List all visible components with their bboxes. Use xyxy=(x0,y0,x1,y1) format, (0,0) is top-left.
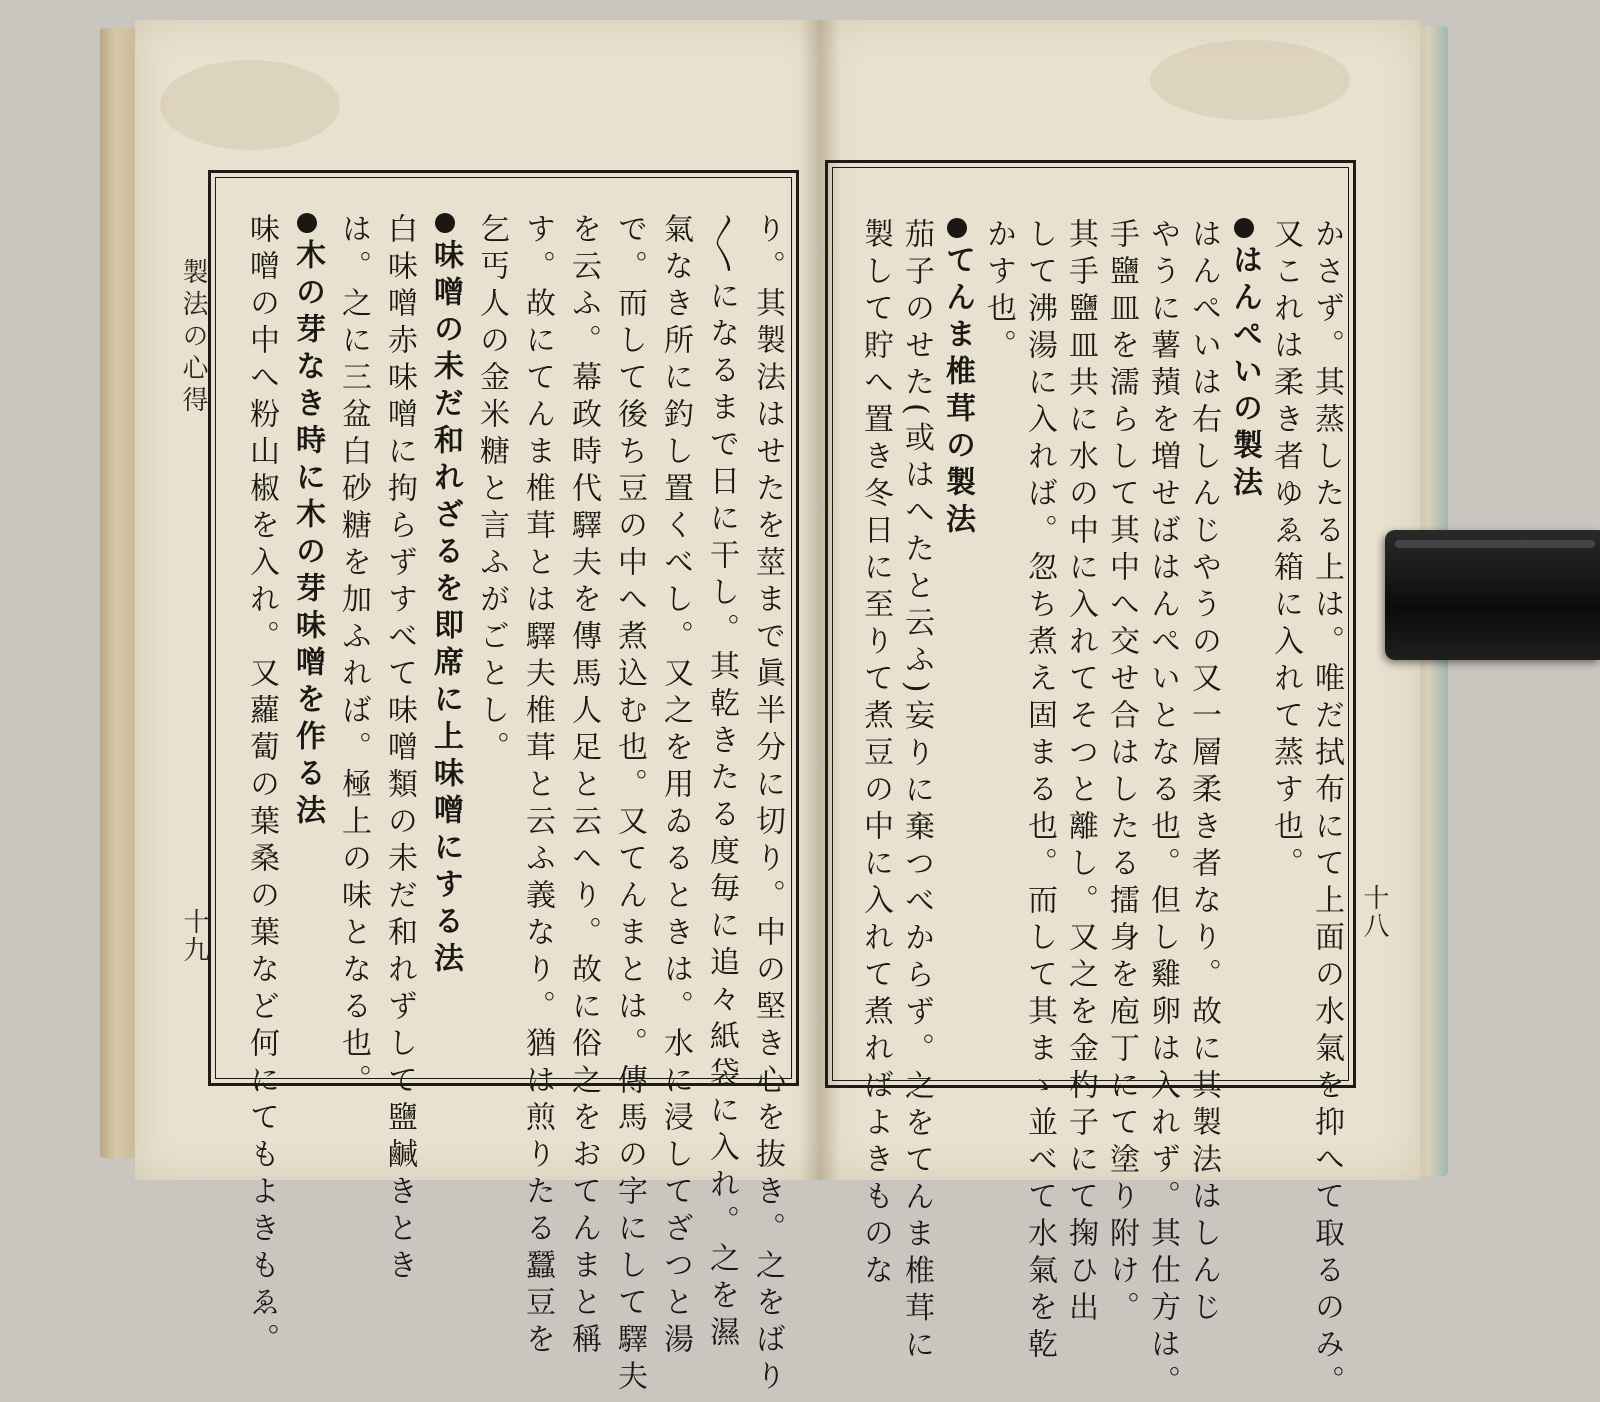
section-heading xyxy=(290,213,325,831)
text-column xyxy=(858,218,893,1291)
page-number-right: 十八 xyxy=(1359,884,1389,940)
column-text: り。其製法はせたを莖まで眞半分に切り。中の堅き心を抜き。之をばり xyxy=(750,213,785,1397)
text-column xyxy=(1104,218,1139,1328)
text-column xyxy=(899,218,934,1366)
section-heading xyxy=(940,218,975,540)
book-edge-left xyxy=(100,28,140,1158)
text-column xyxy=(382,213,417,1286)
text-column xyxy=(704,213,739,1353)
column-text: を云ふ。幕政時代驛夫を傳馬人足と云へり。故に俗之をおてんまと稱 xyxy=(566,213,601,1360)
text-column xyxy=(566,213,601,1360)
text-column xyxy=(1268,218,1303,884)
text-column xyxy=(750,213,785,1397)
column-text: 乞丐人の金米糖と言ふがごとし。 xyxy=(474,213,509,768)
page-clip xyxy=(1385,530,1600,660)
column-text: やうに薯蕷を増せばはんぺいとなる也。但し雞卵は入れず。其仕方は。 xyxy=(1145,218,1180,1402)
column-text: 茄子のせた(或はへたと云ふ)妄りに棄つべからず。之をてんま椎茸に xyxy=(899,218,934,1366)
paper-stain xyxy=(1150,40,1350,120)
column-text: で。而して後ち豆の中へ煮込む也。又てんまとは。傳馬の字にして驛夫 xyxy=(612,213,647,1397)
section-heading xyxy=(1227,218,1262,503)
column-text: 其手鹽皿共に水の中に入れてそつと離し。又之を金杓子にて掬ひ出 xyxy=(1063,218,1098,1328)
text-column xyxy=(658,213,693,1360)
text-column xyxy=(336,213,371,1101)
column-text: 〳〵になるまで日に干し。其乾きたる度毎に追々紙袋に入れ。之を濕 xyxy=(704,213,739,1353)
bullet-icon xyxy=(435,213,455,233)
column-text: 手鹽皿を濡らして其中へ交せ合はしたる擂身を庖丁にて塗り附け。 xyxy=(1104,218,1139,1328)
text-frame-left xyxy=(208,170,799,1397)
bullet-icon xyxy=(947,218,967,238)
column-text: 製して貯へ置き冬日に至りて煮豆の中に入れて煮ればよきものな xyxy=(858,218,893,1291)
text-column xyxy=(1186,218,1221,1328)
column-text: して沸湯に入れば。忽ち煮え固まる也。而して其まゝ並べて水氣を乾 xyxy=(1022,218,1057,1365)
page-number-left: 十九 xyxy=(179,908,209,964)
text-column xyxy=(1145,218,1180,1402)
running-head: 製法の心得 xyxy=(178,258,208,418)
column-text: す。故にてんま椎茸とは驛夫椎茸と云ふ義なり。猶は煎りたる蠶豆を xyxy=(520,213,555,1360)
text-column xyxy=(244,213,279,1360)
text-column xyxy=(1309,218,1344,1402)
column-text: は。之に三盆白砂糖を加ふれば。極上の味となる也。 xyxy=(336,213,371,1101)
column-text: かさず。其蒸したる上は。唯だ拭布にて上面の水氣を抑へて取るのみ。 xyxy=(1309,218,1344,1402)
column-text: 氣なき所に釣し置くべし。又之を用ゐるときは。水に浸してざつと湯 xyxy=(658,213,693,1360)
section-heading xyxy=(428,213,463,979)
page-clip-highlight xyxy=(1395,540,1595,548)
column-text: はんぺいは右しんじやうの又一層柔き者なり。故に其製法はしんじ xyxy=(1186,218,1221,1328)
column-text: 味噌の中へ粉山椒を入れ。又蘿蔔の葉桑の葉など何にてもよきもゑ。 xyxy=(244,213,279,1360)
text-column xyxy=(474,213,509,768)
column-text: 又これは柔き者ゆゑ箱に入れて蒸す也。 xyxy=(1268,218,1303,884)
column-text: 白味噌赤味噌に拘らずすべて味噌類の未だ和れずして鹽鹹きとき xyxy=(382,213,417,1286)
text-frame-right xyxy=(825,160,1356,1402)
column-text: かす也。 xyxy=(981,218,1016,366)
text-column xyxy=(981,218,1016,366)
heading-text: てんま椎茸の製法 xyxy=(940,244,975,540)
bullet-icon xyxy=(297,213,317,233)
heading-text: 味噌の未だ和れざるを即席に上味噌にする法 xyxy=(428,239,463,979)
heading-text: はんぺいの製法 xyxy=(1227,244,1262,503)
heading-text: 木の芽なき時に木の芽味噌を作る法 xyxy=(290,239,325,831)
text-column xyxy=(612,213,647,1397)
bullet-icon xyxy=(1234,218,1254,238)
text-column xyxy=(1063,218,1098,1328)
text-column xyxy=(520,213,555,1360)
text-column xyxy=(1022,218,1057,1365)
paper-stain xyxy=(160,60,340,150)
